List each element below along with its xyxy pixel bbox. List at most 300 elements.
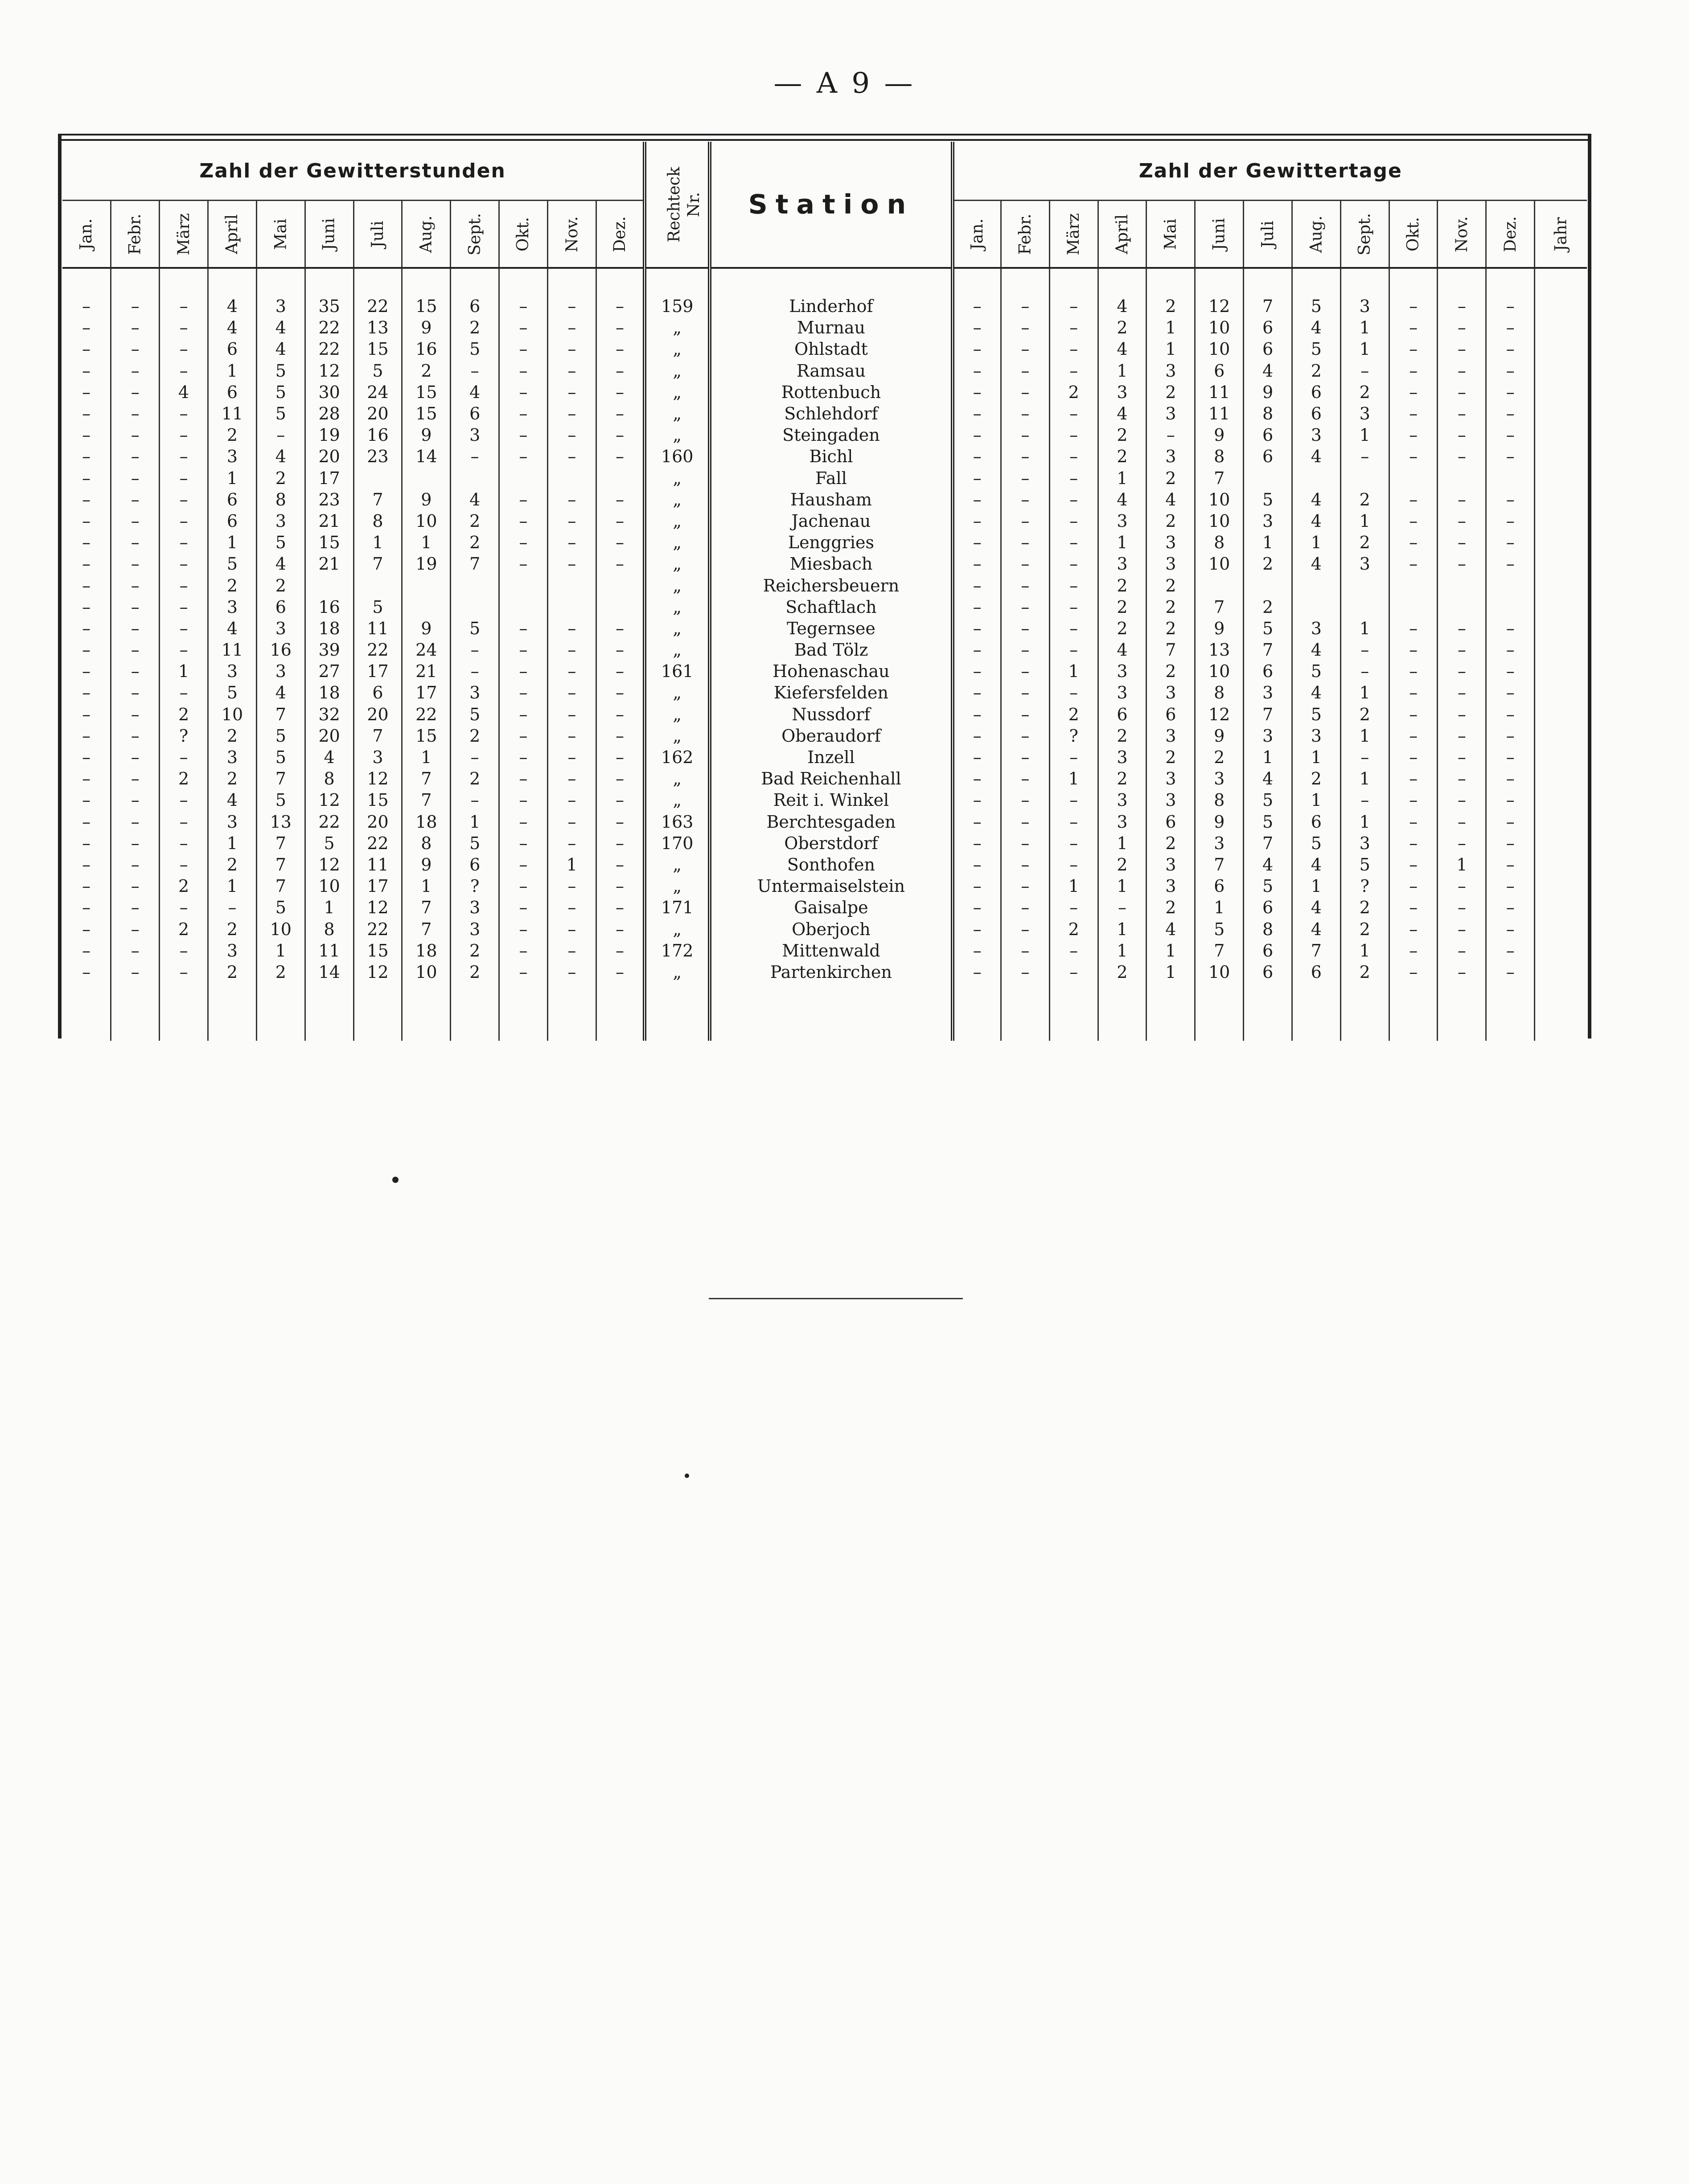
station-name: Mittenwald: [710, 940, 952, 961]
days-cell: 3: [1340, 553, 1389, 575]
hours-cell: –: [82, 640, 91, 660]
days-cell: 4: [1098, 489, 1147, 510]
rechteck-cell: 162: [645, 747, 710, 768]
station-name: Steingaden: [710, 424, 952, 446]
year-cell: [1535, 833, 1587, 854]
hours-cell: 8: [305, 768, 353, 789]
hours-cell: –: [111, 639, 160, 661]
days-cell: –: [1486, 918, 1535, 940]
days-cell: –: [953, 854, 1001, 875]
station-name: Linderhof: [710, 296, 952, 317]
hours-cell: –: [596, 704, 645, 725]
days-cell: –: [1340, 747, 1389, 768]
hours-cell: 6: [208, 382, 257, 403]
days-cell: –: [953, 682, 1001, 703]
days-cell: 9: [1195, 618, 1244, 639]
hours-cell: –: [208, 897, 257, 918]
hours-cell: –: [547, 446, 596, 467]
days-cell: 4: [1098, 403, 1147, 424]
days-cell: –: [953, 789, 1001, 811]
hours-cell: 1: [305, 897, 353, 918]
hours-cell: 1: [402, 532, 451, 553]
hours-cell: –: [499, 789, 548, 811]
hours-cell: 2: [208, 961, 257, 983]
hours-cell: 10: [208, 704, 257, 725]
days-cell: 1: [1292, 532, 1340, 553]
hours-cell: –: [451, 789, 499, 811]
days-cell: –: [1049, 446, 1098, 467]
days-cell: [1340, 468, 1389, 489]
days-cell: –: [1049, 317, 1098, 338]
hours-cell: 2: [451, 510, 499, 532]
hours-cell: –: [82, 361, 91, 381]
hours-cell: –: [499, 338, 548, 360]
days-cell: 11: [1195, 382, 1244, 403]
days-cell: 1: [1340, 317, 1389, 338]
table-row: [62, 596, 1587, 618]
days-cell: –: [1438, 704, 1486, 725]
hours-cell: –: [596, 403, 645, 424]
days-cell: –: [1389, 510, 1438, 532]
rechteck-cell: „: [645, 639, 710, 661]
days-cell: –: [1486, 961, 1535, 983]
days-cell: 2: [1340, 961, 1389, 983]
days-cell: –: [1049, 360, 1098, 382]
month-header: Nov.: [1438, 201, 1486, 268]
days-cell: –: [1486, 854, 1535, 875]
rechteck-cell: „: [645, 789, 710, 811]
days-cell: –: [1001, 768, 1049, 789]
days-cell: –: [953, 639, 1001, 661]
days-cell: 7: [1244, 833, 1292, 854]
days-cell: 8: [1195, 789, 1244, 811]
days-cell: –: [1438, 940, 1486, 961]
rechteck-cell: „: [645, 682, 710, 703]
hours-cell: 8: [305, 918, 353, 940]
days-cell: 3: [1292, 725, 1340, 747]
days-cell: 6: [1147, 704, 1195, 725]
hours-cell: 11: [353, 854, 402, 875]
hours-cell: –: [111, 747, 160, 768]
hours-cell: 19: [305, 424, 353, 446]
days-cell: 13: [1195, 639, 1244, 661]
year-cell: [1535, 446, 1587, 467]
hours-cell: –: [596, 940, 645, 961]
days-cell: 4: [1292, 918, 1340, 940]
days-cell: –: [1001, 875, 1049, 897]
rechteck-cell: „: [645, 338, 710, 360]
hours-cell: –: [82, 489, 91, 509]
hours-cell: –: [160, 553, 208, 575]
station-name: Ramsau: [710, 360, 952, 382]
hours-cell: 3: [256, 296, 305, 317]
month-header: Aug.: [1292, 201, 1340, 268]
hours-cell: 5: [256, 360, 305, 382]
hours-cell: 22: [305, 811, 353, 833]
days-cell: 6: [1292, 811, 1340, 833]
days-cell: 1: [1147, 317, 1195, 338]
days-cell: 1: [1292, 747, 1340, 768]
hours-cell: –: [451, 661, 499, 682]
days-cell: –: [953, 897, 1001, 918]
hours-cell: 1: [402, 747, 451, 768]
days-cell: –: [1389, 854, 1438, 875]
station-name: Oberjoch: [710, 918, 952, 940]
days-cell: 3: [1340, 296, 1389, 317]
hours-cell: 5: [256, 403, 305, 424]
days-cell: 1: [1098, 360, 1147, 382]
hours-cell: –: [596, 382, 645, 403]
hours-cell: –: [547, 510, 596, 532]
hours-cell: –: [160, 489, 208, 510]
days-cell: –: [1486, 639, 1535, 661]
hours-cell: –: [547, 833, 596, 854]
hours-cell: –: [82, 833, 91, 853]
table-row: [62, 382, 1587, 403]
hours-cell: –: [82, 747, 91, 768]
days-cell: [1292, 575, 1340, 596]
hours-cell: 1: [451, 811, 499, 833]
days-cell: –: [1049, 747, 1098, 768]
table-row: [62, 360, 1587, 382]
days-cell: [1389, 575, 1438, 596]
hours-cell: –: [499, 940, 548, 961]
rechteck-cell: 172: [645, 940, 710, 961]
hours-cell: –: [499, 360, 548, 382]
hours-cell: 15: [402, 296, 451, 317]
days-cell: 6: [1244, 961, 1292, 983]
hours-cell: 5: [353, 596, 402, 618]
days-cell: 6: [1244, 897, 1292, 918]
hours-cell: –: [499, 811, 548, 833]
days-cell: –: [953, 918, 1001, 940]
days-cell: –: [953, 661, 1001, 682]
hours-cell: 35: [305, 296, 353, 317]
hours-cell: 7: [256, 875, 305, 897]
station-name: Bad Tölz: [710, 639, 952, 661]
hours-cell: –: [499, 424, 548, 446]
hours-cell: –: [499, 532, 548, 553]
days-cell: [1438, 468, 1486, 489]
days-cell: –: [953, 338, 1001, 360]
table-row: [62, 489, 1587, 510]
days-cell: –: [1049, 338, 1098, 360]
hours-cell: 10: [305, 875, 353, 897]
days-cell: –: [953, 553, 1001, 575]
days-cell: –: [1438, 747, 1486, 768]
hours-cell: 2: [208, 918, 257, 940]
days-cell: [1389, 468, 1438, 489]
days-cell: –: [1486, 811, 1535, 833]
days-cell: 8: [1244, 403, 1292, 424]
hours-cell: –: [547, 747, 596, 768]
hours-cell: –: [596, 897, 645, 918]
days-cell: 3: [1292, 618, 1340, 639]
days-cell: 10: [1195, 489, 1244, 510]
hours-cell: 1: [208, 360, 257, 382]
days-cell: [1486, 596, 1535, 618]
days-cell: 2: [1098, 618, 1147, 639]
hours-cell: 8: [353, 510, 402, 532]
hours-cell: 5: [208, 682, 257, 703]
hours-cell: 7: [451, 553, 499, 575]
hours-cell: 2: [208, 424, 257, 446]
days-cell: –: [953, 360, 1001, 382]
year-cell: [1535, 940, 1587, 961]
hours-cell: 5: [256, 725, 305, 747]
hours-cell: –: [547, 317, 596, 338]
days-cell: 2: [1340, 918, 1389, 940]
days-cell: –: [1486, 338, 1535, 360]
hours-cell: 4: [256, 682, 305, 703]
days-cell: –: [1486, 618, 1535, 639]
hours-cell: –: [596, 489, 645, 510]
station-name: Fall: [710, 468, 952, 489]
hours-cell: 20: [353, 403, 402, 424]
hours-cell: 27: [305, 661, 353, 682]
rechteck-cell: „: [645, 575, 710, 596]
station-name: Lenggries: [710, 532, 952, 553]
hours-cell: 10: [256, 918, 305, 940]
hours-cell: –: [596, 338, 645, 360]
hours-cell: –: [499, 854, 548, 875]
thunderstorm-table: [62, 142, 1587, 1041]
hours-cell: 3: [256, 618, 305, 639]
days-cell: 7: [1147, 639, 1195, 661]
year-cell: [1535, 661, 1587, 682]
hours-cell: –: [596, 918, 645, 940]
hours-cell: –: [596, 317, 645, 338]
days-cell: 1: [1195, 897, 1244, 918]
days-cell: 1: [1340, 424, 1389, 446]
station-name: Miesbach: [710, 553, 952, 575]
hours-cell: –: [499, 618, 548, 639]
days-cell: –: [1001, 918, 1049, 940]
days-cell: –: [1147, 424, 1195, 446]
hours-cell: –: [547, 382, 596, 403]
table-row: [62, 510, 1587, 532]
hours-cell: 7: [256, 833, 305, 854]
days-cell: 3: [1098, 661, 1147, 682]
days-cell: –: [1340, 446, 1389, 467]
days-cell: 3: [1098, 789, 1147, 811]
days-cell: –: [1001, 489, 1049, 510]
days-cell: 7: [1244, 639, 1292, 661]
hours-cell: –: [499, 833, 548, 854]
month-header: Okt.: [499, 201, 548, 268]
days-cell: 3: [1147, 875, 1195, 897]
hours-cell: –: [82, 683, 91, 703]
month-header: April: [208, 201, 257, 268]
hours-cell: –: [111, 296, 160, 317]
month-header: Febr.: [1001, 201, 1049, 268]
rechteck-cell: „: [645, 618, 710, 639]
month-header: Dez.: [596, 201, 645, 268]
hours-cell: –: [82, 661, 91, 681]
days-cell: 3: [1098, 510, 1147, 532]
hours-cell: 22: [353, 296, 402, 317]
hours-cell: 2: [451, 940, 499, 961]
month-header: Juli: [353, 201, 402, 268]
hours-cell: 22: [353, 918, 402, 940]
hours-cell: –: [160, 618, 208, 639]
days-cell: –: [1438, 510, 1486, 532]
hours-cell: 21: [305, 553, 353, 575]
hours-cell: 2: [451, 725, 499, 747]
days-cell: –: [1340, 639, 1389, 661]
hours-cell: –: [547, 424, 596, 446]
days-cell: 2: [1340, 704, 1389, 725]
days-cell: –: [1486, 360, 1535, 382]
hours-cell: 19: [402, 553, 451, 575]
rechteck-cell: „: [645, 532, 710, 553]
hours-cell: –: [82, 962, 91, 982]
days-cell: 6: [1244, 424, 1292, 446]
days-cell: –: [1486, 510, 1535, 532]
days-cell: 5: [1244, 489, 1292, 510]
hours-cell: –: [547, 768, 596, 789]
days-cell: [1244, 468, 1292, 489]
hours-cell: –: [82, 618, 91, 638]
hours-cell: –: [499, 918, 548, 940]
days-cell: 9: [1195, 811, 1244, 833]
hours-cell: –: [111, 854, 160, 875]
days-cell: –: [1486, 875, 1535, 897]
hours-cell: –: [160, 403, 208, 424]
station-name: Bad Reichenhall: [710, 768, 952, 789]
table-row: [62, 553, 1587, 575]
days-cell: –: [1438, 875, 1486, 897]
hours-cell: [499, 468, 548, 489]
days-cell: 6: [1292, 961, 1340, 983]
days-cell: –: [1438, 424, 1486, 446]
table-row: [62, 833, 1587, 854]
hours-cell: 2: [160, 875, 208, 897]
year-cell: [1535, 532, 1587, 553]
days-cell: 6: [1244, 661, 1292, 682]
days-cell: –: [1049, 403, 1098, 424]
table-row: [62, 424, 1587, 446]
year-cell: [1535, 575, 1587, 596]
hours-cell: –: [160, 854, 208, 875]
hours-cell: 22: [305, 317, 353, 338]
days-cell: –: [1001, 510, 1049, 532]
hours-cell: –: [160, 961, 208, 983]
hours-cell: –: [111, 575, 160, 596]
days-cell: –: [1001, 833, 1049, 854]
hours-cell: 5: [451, 338, 499, 360]
hours-cell: –: [596, 875, 645, 897]
table-row: [62, 789, 1587, 811]
days-cell: –: [953, 768, 1001, 789]
days-cell: –: [1389, 918, 1438, 940]
hours-cell: 5: [305, 833, 353, 854]
hours-cell: 5: [451, 704, 499, 725]
days-cell: –: [1001, 961, 1049, 983]
hours-cell: 8: [256, 489, 305, 510]
days-cell: –: [1049, 811, 1098, 833]
days-cell: 9: [1195, 725, 1244, 747]
hours-cell: –: [82, 425, 91, 445]
days-cell: –: [1049, 789, 1098, 811]
hours-cell: 30: [305, 382, 353, 403]
rechteck-cell: „: [645, 854, 710, 875]
days-cell: 2: [1098, 854, 1147, 875]
hours-cell: 6: [208, 510, 257, 532]
hours-cell: 39: [305, 639, 353, 661]
days-cell: 3: [1195, 833, 1244, 854]
speck: [392, 1177, 399, 1183]
days-cell: 7: [1195, 468, 1244, 489]
month-header: Jan.: [953, 201, 1001, 268]
month-header: Juni: [305, 201, 353, 268]
days-cell: –: [953, 403, 1001, 424]
hours-cell: 16: [256, 639, 305, 661]
days-cell: 4: [1292, 639, 1340, 661]
days-cell: –: [1438, 338, 1486, 360]
hours-cell: –: [82, 318, 91, 338]
table-row: [62, 940, 1587, 961]
days-cell: –: [1486, 489, 1535, 510]
days-cell: 5: [1292, 833, 1340, 854]
days-cell: 3: [1147, 682, 1195, 703]
days-cell: –: [1389, 768, 1438, 789]
days-cell: 2: [1147, 468, 1195, 489]
days-cell: 4: [1292, 510, 1340, 532]
days-cell: 4: [1292, 317, 1340, 338]
hours-cell: –: [499, 639, 548, 661]
days-cell: –: [953, 510, 1001, 532]
hours-cell: 3: [451, 897, 499, 918]
days-cell: 5: [1244, 875, 1292, 897]
table-row: [62, 532, 1587, 553]
days-cell: –: [1049, 854, 1098, 875]
days-cell: 2: [1195, 747, 1244, 768]
hours-cell: –: [111, 382, 160, 403]
days-cell: –: [1001, 575, 1049, 596]
days-cell: –: [1486, 446, 1535, 467]
days-cell: –: [1486, 789, 1535, 811]
table-row: [62, 811, 1587, 833]
days-cell: –: [1389, 961, 1438, 983]
table-row: [62, 403, 1587, 424]
hours-cell: –: [160, 296, 208, 317]
hours-cell: 2: [256, 575, 305, 596]
hours-cell: 3: [208, 661, 257, 682]
days-cell: –: [1389, 618, 1438, 639]
station-name: Sonthofen: [710, 854, 952, 875]
days-cell: 1: [1292, 789, 1340, 811]
hours-cell: 15: [402, 382, 451, 403]
days-cell: 2: [1147, 618, 1195, 639]
days-cell: –: [1001, 789, 1049, 811]
days-cell: –: [1389, 446, 1438, 467]
hours-cell: 3: [208, 811, 257, 833]
days-cell: –: [1001, 897, 1049, 918]
hours-cell: ?: [451, 875, 499, 897]
hours-cell: –: [82, 940, 91, 961]
days-cell: –: [1049, 296, 1098, 317]
month-header: Sept.: [451, 201, 499, 268]
hours-cell: –: [547, 811, 596, 833]
days-cell: 3: [1340, 403, 1389, 424]
hours-cell: 18: [402, 811, 451, 833]
hours-cell: 12: [305, 789, 353, 811]
month-header: Mai: [1147, 201, 1195, 268]
hours-cell: 7: [256, 854, 305, 875]
hours-cell: –: [111, 897, 160, 918]
station-name: Berchtesgaden: [710, 811, 952, 833]
